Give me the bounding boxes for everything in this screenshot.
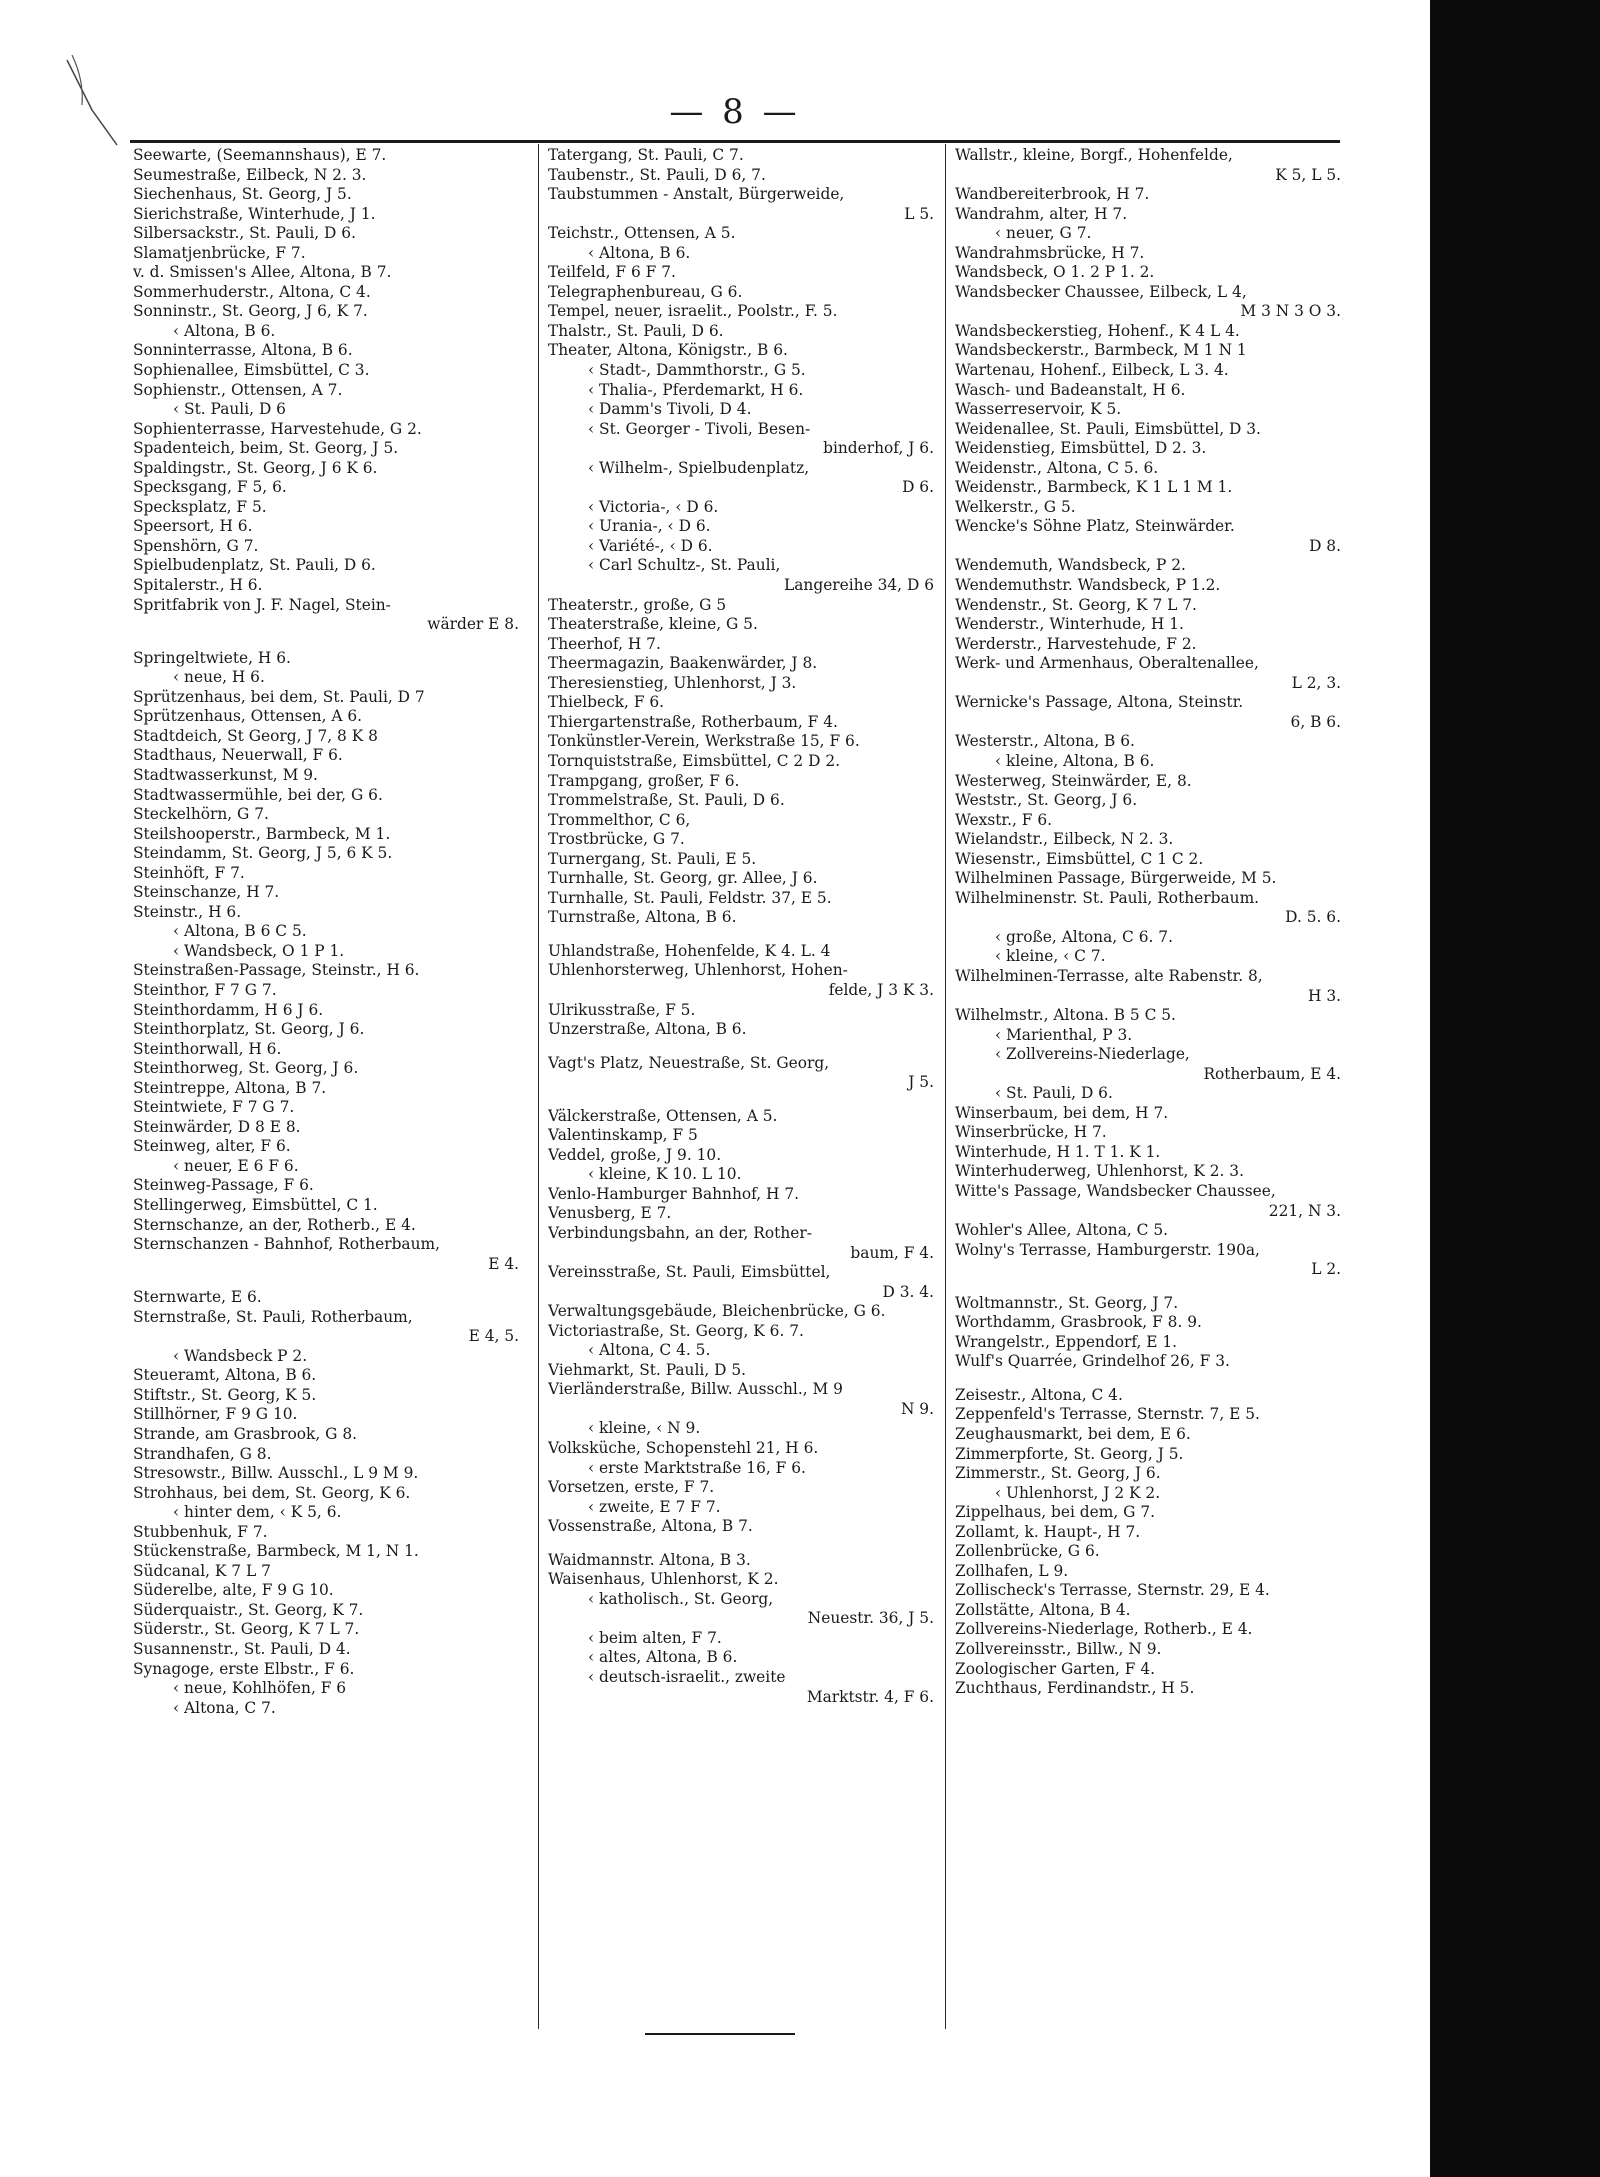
directory-entry: Turnstraße, Altona, B 6. (548, 908, 737, 927)
directory-entry: Weststr., St. Georg, J 6. (955, 791, 1138, 810)
directory-entry: Wilhelminenstr. St. Pauli, Rotherbaum. (955, 888, 1260, 907)
directory-entry: ‹ Urania-, ‹ D 6. (588, 517, 711, 536)
directory-entry: Worthdamm, Grasbrook, F 8. 9. (955, 1313, 1202, 1332)
directory-entry: Trommelstraße, St. Pauli, D 6. (548, 791, 785, 810)
directory-entry: Trommelthor, C 6, (548, 810, 691, 829)
directory-entry: Welkerstr., G 5. (955, 497, 1076, 516)
directory-entry: Werderstr., Harvestehude, F 2. (955, 634, 1197, 653)
directory-entry: Steindamm, St. Georg, J 5, 6 K 5. (133, 844, 393, 863)
directory-entry: Zuchthaus, Ferdinandstr., H 5. (955, 1679, 1195, 1698)
directory-entry: Sophienterrasse, Harvestehude, G 2. (133, 419, 422, 438)
index-column-1 (133, 146, 525, 2069)
directory-entry: Steinweg, alter, F 6. (133, 1137, 291, 1156)
directory-entry: Steinhöft, F 7. (133, 863, 245, 882)
directory-entry: Turnhalle, St. Pauli, Feldstr. 37, E 5. (548, 888, 832, 907)
directory-entry: Victoriastraße, St. Georg, K 6. 7. (548, 1321, 804, 1340)
directory-entry: Wenderstr., Winterhude, H 1. (955, 615, 1184, 634)
directory-entry: Sonninterrasse, Altona, B 6. (133, 341, 353, 360)
directory-entry: Telegraphenbureau, G 6. (548, 282, 743, 301)
directory-entry: Zollenbrücke, G 6. (955, 1542, 1100, 1561)
directory-entry: L 2, 3. (1291, 673, 1341, 692)
directory-entry: Süderstr., St. Georg, K 7 L 7. (133, 1620, 360, 1639)
directory-entry: Stresowstr., Billw. Ausschl., L 9 M 9. (133, 1464, 419, 1483)
directory-entry: Zoologischer Garten, F 4. (955, 1659, 1156, 1678)
directory-entry: Taubenstr., St. Pauli, D 6, 7. (548, 165, 766, 184)
directory-entry: Wasch- und Badeanstalt, H 6. (955, 380, 1186, 399)
directory-entry: Wrangelstr., Eppendorf, E 1. (955, 1332, 1178, 1351)
directory-entry: ‹ St. Pauli, D 6. (995, 1084, 1113, 1103)
directory-entry: Zeisestr., Altona, C 4. (955, 1385, 1123, 1404)
directory-entry: K 5, L 5. (1275, 165, 1341, 184)
column-divider (945, 144, 946, 2029)
directory-entry: Välckerstraße, Ottensen, A 5. (548, 1106, 778, 1125)
directory-entry: ‹ Wilhelm-, Spielbudenplatz, (588, 458, 810, 477)
directory-entry: Südcanal, K 7 L 7 (133, 1561, 271, 1580)
directory-entry: ‹ kleine, ‹ C 7. (995, 947, 1106, 966)
directory-entry: Stillhörner, F 9 G 10. (133, 1405, 298, 1424)
directory-entry: Winterhuderweg, Uhlenhorst, K 2. 3. (955, 1162, 1244, 1181)
directory-entry: ‹ neue, H 6. (173, 668, 265, 687)
directory-entry: D. 5. 6. (1285, 908, 1341, 927)
directory-entry: Seumestraße, Eilbeck, N 2. 3. (133, 165, 367, 184)
directory-entry: Wandrahm, alter, H 7. (955, 204, 1128, 223)
directory-entry: Winserbaum, bei dem, H 7. (955, 1103, 1169, 1122)
directory-entry: Tornquiststraße, Eimsbüttel, C 2 D 2. (548, 751, 841, 770)
directory-entry: Vereinsstraße, St. Pauli, Eimsbüttel, (548, 1263, 831, 1282)
directory-entry: Witte's Passage, Wandsbecker Chaussee, (955, 1181, 1276, 1200)
directory-entry: ‹ neuer, E 6 F 6. (173, 1156, 299, 1175)
directory-entry: Sprützenhaus, bei dem, St. Pauli, D 7 (133, 687, 425, 706)
directory-entry: Zeughausmarkt, bei dem, E 6. (955, 1425, 1191, 1443)
directory-entry: Sommerhuderstr., Altona, C 4. (133, 282, 371, 301)
directory-entry: ‹ kleine, ‹ N 9. (588, 1419, 701, 1438)
directory-entry: Uhlandstraße, Hohenfelde, K 4. L. 4 (548, 941, 831, 960)
directory-entry: Taubstummen - Anstalt, Bürgerweide, (548, 185, 845, 204)
directory-entry: Zimmerstr., St. Georg, J 6. (955, 1464, 1161, 1483)
directory-entry: Zippelhaus, bei dem, G 7. (955, 1503, 1156, 1522)
directory-entry: Wiesenstr., Eimsbüttel, C 1 C 2. (955, 849, 1204, 868)
directory-entry: Sternschanze, an der, Rotherb., E 4. (133, 1215, 416, 1234)
directory-entry: Wilhelmstr., Altona. B 5 C 5. (955, 1006, 1176, 1025)
directory-entry: Wolny's Terrasse, Hamburgerstr. 190a, (955, 1240, 1260, 1259)
directory-entry: Sternstraße, St. Pauli, Rotherbaum, (133, 1307, 413, 1326)
directory-entry: Thiergartenstraße, Rotherbaum, F 4. (548, 712, 838, 731)
pencil-mark-icon (62, 50, 122, 150)
directory-entry: Wasserreservoir, K 5. (955, 400, 1122, 419)
directory-entry: Steintreppe, Altona, B 7. (133, 1078, 327, 1097)
directory-entry: Steinschanze, H 7. (133, 883, 280, 902)
directory-entry: Wielandstr., Eilbeck, N 2. 3. (955, 830, 1174, 849)
directory-entry: Volksküche, Schopenstehl 21, H 6. (548, 1439, 819, 1457)
directory-entry: Zollvereins-Niederlage, Rotherb., E 4. (955, 1620, 1253, 1639)
directory-entry: Wohler's Allee, Altona, C 5. (955, 1221, 1169, 1240)
directory-entry: Steinstraßen-Passage, Steinstr., H 6. (133, 961, 420, 980)
directory-entry: Vierländerstraße, Billw. Ausschl., M 9 (548, 1380, 843, 1399)
directory-entry: Waidmannstr. Altona, B 3. (548, 1550, 751, 1569)
directory-entry: Wandsbeckerstieg, Hohenf., K 4 L 4. (955, 321, 1240, 340)
directory-entry: Tonkünstler-Verein, Werkstraße 15, F 6. (548, 732, 860, 751)
directory-entry: ‹ deutsch-israelit., zweite (588, 1668, 786, 1687)
footer-rule (645, 2033, 795, 2035)
directory-entry: Stiftstr., St. Georg, K 5. (133, 1385, 317, 1404)
directory-entry: ‹ altes, Altona, B 6. (588, 1648, 738, 1667)
directory-entry: Spielbudenplatz, St. Pauli, D 6. (133, 556, 376, 575)
directory-entry: Zollischeck's Terrasse, Sternstr. 29, E 4. (955, 1581, 1270, 1600)
directory-entry: Seewarte, (Seemannshaus), E 7. (133, 146, 387, 164)
directory-entry: Slamatjenbrücke, F 7. (133, 243, 306, 262)
directory-entry: Turnergang, St. Pauli, E 5. (548, 849, 757, 868)
directory-entry: Steckelhörn, G 7. (133, 805, 269, 824)
directory-entry: Spitalerstr., H 6. (133, 576, 263, 595)
directory-entry: Theermagazin, Baakenwärder, J 8. (548, 654, 818, 673)
directory-entry: Steinthorwall, H 6. (133, 1039, 282, 1058)
directory-entry: Theaterstr., große, G 5 (548, 595, 727, 614)
directory-entry: wärder E 8. (427, 615, 519, 634)
scan-dark-edge (1430, 0, 1600, 2177)
directory-entry: Theresienstieg, Uhlenhorst, J 3. (548, 673, 797, 692)
directory-entry: Teilfeld, F 6 F 7. (548, 263, 676, 282)
directory-entry: Veddel, große, J 9. 10. (548, 1145, 722, 1164)
directory-entry: E 4, 5. (468, 1327, 519, 1346)
directory-entry: ‹ Damm's Tivoli, D 4. (588, 400, 752, 419)
directory-entry: Wandbereiterbrook, H 7. (955, 185, 1150, 204)
directory-entry: ‹ große, Altona, C 6. 7. (995, 927, 1173, 946)
directory-entry: Speersort, H 6. (133, 517, 253, 536)
directory-entry: ‹ Altona, C 7. (173, 1698, 276, 1717)
directory-entry: ‹ Marienthal, P 3. (995, 1025, 1133, 1044)
directory-entry: Zollamt, k. Haupt-, H 7. (955, 1522, 1141, 1541)
directory-entry: Wartenau, Hohenf., Eilbeck, L 3. 4. (955, 361, 1229, 380)
directory-entry: Thalstr., St. Pauli, D 6. (548, 321, 724, 340)
directory-entry: Viehmarkt, St. Pauli, D 5. (548, 1360, 747, 1379)
directory-entry: Specksplatz, F 5. (133, 497, 267, 516)
directory-entry: Westerweg, Steinwärder, E, 8. (955, 771, 1192, 790)
directory-entry: Wencke's Söhne Platz, Steinwärder. (955, 517, 1235, 536)
directory-entry: Turnhalle, St. Georg, gr. Allee, J 6. (548, 869, 818, 888)
directory-entry: Spaldingstr., St. Georg, J 6 K 6. (133, 458, 378, 477)
column-divider (538, 144, 539, 2029)
directory-entry: Stückenstraße, Barmbeck, M 1, N 1. (133, 1542, 419, 1561)
directory-entry: H 3. (1308, 986, 1341, 1005)
directory-entry: D 6. (902, 478, 934, 497)
directory-entry: Strande, am Grasbrook, G 8. (133, 1425, 358, 1443)
directory-entry: Steilshooperstr., Barmbeck, M 1. (133, 824, 391, 843)
directory-entry: ‹ Altona, B 6. (173, 321, 276, 340)
directory-entry: Springeltwiete, H 6. (133, 648, 291, 667)
directory-entry: Sonninstr., St. Georg, J 6, K 7. (133, 302, 368, 321)
directory-entry: Spenshörn, G 7. (133, 536, 259, 555)
directory-entry: Westerstr., Altona, B 6. (955, 732, 1135, 751)
directory-entry: ‹ neue, Kohlhöfen, F 6 (173, 1679, 347, 1698)
directory-entry: L 5. (904, 204, 934, 223)
directory-entry: Stubbenhuk, F 7. (133, 1522, 268, 1541)
directory-entry: Stadtwasserkunst, M 9. (133, 765, 318, 784)
directory-entry: ‹ St. Georger - Tivoli, Besen- (588, 419, 811, 438)
directory-entry: Waisenhaus, Uhlenhorst, K 2. (548, 1570, 779, 1589)
directory-entry: Sophienallee, Eimsbüttel, C 3. (133, 361, 370, 380)
directory-entry: Wandsbeckerstr., Barmbeck, M 1 N 1 (955, 341, 1247, 360)
directory-entry: ‹ Altona, B 6 C 5. (173, 922, 307, 941)
directory-entry: Winserbrücke, H 7. (955, 1123, 1107, 1142)
directory-entry: ‹ katholisch., St. Georg, (588, 1589, 774, 1608)
directory-entry: Thielbeck, F 6. (548, 693, 665, 712)
directory-entry: Stadtwassermühle, bei der, G 6. (133, 785, 383, 804)
directory-entry: Süderelbe, alte, F 9 G 10. (133, 1581, 334, 1600)
directory-entry: Theaterstraße, kleine, G 5. (548, 615, 758, 634)
directory-entry: Süderquaistr., St. Georg, K 7. (133, 1600, 364, 1619)
directory-entry: J 5. (908, 1073, 934, 1092)
directory-entry: Wandsbecker Chaussee, Eilbeck, L 4, (955, 282, 1247, 301)
directory-entry: Venusberg, E 7. (548, 1204, 672, 1223)
directory-entry: Wendemuthstr. Wandsbeck, P 1.2. (955, 576, 1221, 595)
directory-entry: ‹ Altona, B 6. (588, 243, 691, 262)
directory-entry: Weidenstr., Barmbeck, K 1 L 1 M 1. (955, 478, 1233, 497)
index-column-3 (955, 146, 1347, 2069)
directory-entry: Zollhafen, L 9. (955, 1561, 1069, 1580)
directory-entry: Sternschanzen - Bahnhof, Rotherbaum, (133, 1235, 441, 1254)
directory-entry: ‹ Wandsbeck P 2. (173, 1346, 308, 1365)
directory-entry: ‹ hinter dem, ‹ K 5, 6. (173, 1503, 342, 1522)
directory-entry: ‹ kleine, Altona, B 6. (995, 751, 1155, 770)
directory-entry: Sternwarte, E 6. (133, 1288, 262, 1307)
directory-entry: ‹ Variété-, ‹ D 6. (588, 536, 713, 555)
directory-entry: Theerhof, H 7. (548, 634, 661, 653)
directory-entry: Valentinskamp, F 5 (548, 1126, 698, 1145)
directory-entry: Ulrikusstraße, F 5. (548, 1000, 696, 1019)
directory-entry: Steueramt, Altona, B 6. (133, 1366, 317, 1385)
directory-entry: felde, J 3 K 3. (828, 980, 934, 999)
directory-entry: Wendemuth, Wandsbeck, P 2. (955, 556, 1186, 575)
directory-entry: Wandsbeck, O 1. 2 P 1. 2. (955, 263, 1155, 282)
directory-entry: ‹ Carl Schultz-, St. Pauli, (588, 556, 781, 575)
directory-entry: L 2. (1311, 1260, 1341, 1279)
directory-entry: Strandhafen, G 8. (133, 1444, 272, 1463)
directory-entry: Steinthorweg, St. Georg, J 6. (133, 1059, 359, 1078)
directory-entry: Stadthaus, Neuerwall, F 6. (133, 746, 343, 765)
directory-entry: ‹ Zollvereins-Niederlage, (995, 1045, 1190, 1064)
directory-entry: Steinthor, F 7 G 7. (133, 980, 277, 999)
directory-entry: Vagt's Platz, Neuestraße, St. Georg, (548, 1053, 830, 1072)
directory-entry: ‹ Uhlenhorst, J 2 K 2. (995, 1483, 1161, 1502)
directory-entry: ‹ Wandsbeck, O 1 P 1. (173, 941, 345, 960)
directory-entry: Steinthordamm, H 6 J 6. (133, 1000, 324, 1019)
directory-entry: Stadtdeich, St Georg, J 7, 8 K 8 (133, 726, 378, 745)
directory-entry: Strohhaus, bei dem, St. Georg, K 6. (133, 1483, 411, 1502)
directory-entry: Neuestr. 36, J 5. (807, 1609, 934, 1628)
directory-entry: ‹ kleine, K 10. L 10. (588, 1165, 742, 1184)
directory-entry: Synagoge, erste Elbstr., F 6. (133, 1659, 355, 1678)
directory-entry: Sprützenhaus, Ottensen, A 6. (133, 707, 363, 726)
directory-entry: Wexstr., F 6. (955, 810, 1053, 829)
directory-entry: Specksgang, F 5, 6. (133, 478, 287, 497)
directory-entry: Verwaltungsgebäude, Bleichenbrücke, G 6. (548, 1302, 886, 1321)
directory-entry: Winterhude, H 1. T 1. K 1. (955, 1142, 1161, 1161)
directory-entry: Zimmerpforte, St. Georg, J 5. (955, 1444, 1184, 1463)
directory-entry: Uhlenhorsterweg, Uhlenhorst, Hohen- (548, 961, 848, 980)
directory-entry: Wandrahmsbrücke, H 7. (955, 243, 1145, 262)
directory-entry: ‹ zweite, E 7 F 7. (588, 1497, 721, 1516)
directory-entry: Zollstätte, Altona, B 4. (955, 1600, 1131, 1619)
directory-entry: Silbersackstr., St. Pauli, D 6. (133, 224, 356, 243)
directory-entry: Weidenallee, St. Pauli, Eimsbüttel, D 3. (955, 419, 1261, 438)
directory-entry: Susannenstr., St. Pauli, D 4. (133, 1640, 351, 1659)
directory-entry: Marktstr. 4, F 6. (806, 1687, 934, 1706)
directory-entry: ‹ St. Pauli, D 6 (173, 400, 286, 419)
directory-entry: 6, B 6. (1290, 712, 1341, 731)
directory-entry: Wilhelminen-Terrasse, alte Rabenstr. 8, (955, 966, 1263, 985)
directory-entry: 221, N 3. (1268, 1201, 1341, 1220)
page-number: — 8 — (669, 92, 801, 132)
directory-entry: Wallstr., kleine, Borgf., Hohenfelde, (955, 146, 1233, 164)
directory-entry: Sierichstraße, Winterhude, J 1. (133, 204, 376, 223)
directory-entry: Spritfabrik von J. F. Nagel, Stein- (133, 595, 391, 614)
directory-entry: ‹ Altona, C 4. 5. (588, 1341, 711, 1360)
directory-entry: Theater, Altona, Königstr., B 6. (548, 341, 788, 360)
directory-entry: Trostbrücke, G 7. (548, 830, 685, 849)
directory-entry: Steinwärder, D 8 E 8. (133, 1117, 301, 1136)
directory-entry: Trampgang, großer, F 6. (548, 771, 740, 790)
directory-entry: D 3. 4. (882, 1282, 934, 1301)
directory-entry: Woltmannstr., St. Georg, J 7. (955, 1293, 1179, 1312)
directory-entry: Unzerstraße, Altona, B 6. (548, 1020, 747, 1039)
directory-entry: Wulf's Quarrée, Grindelhof 26, F 3. (955, 1352, 1230, 1371)
directory-entry: Steintwiete, F 7 G 7. (133, 1098, 295, 1117)
directory-entry: Siechenhaus, St. Georg, J 5. (133, 185, 352, 204)
directory-entry: Wilhelminen Passage, Bürgerweide, M 5. (955, 869, 1277, 888)
directory-entry: ‹ neuer, G 7. (995, 224, 1092, 243)
directory-entry: Steinthorplatz, St. Georg, J 6. (133, 1020, 365, 1039)
directory-entry: Vossenstraße, Altona, B 7. (548, 1517, 753, 1536)
directory-entry: binderhof, J 6. (823, 439, 934, 458)
directory-entry: Vorsetzen, erste, F 7. (548, 1478, 715, 1497)
directory-entry: ‹ Victoria-, ‹ D 6. (588, 497, 719, 516)
directory-entry: D 8. (1309, 536, 1341, 555)
index-column-2 (548, 146, 940, 2069)
directory-entry: baum, F 4. (850, 1243, 934, 1262)
directory-entry: Wendenstr., St. Georg, K 7 L 7. (955, 595, 1197, 614)
directory-entry: Venlo-Hamburger Bahnhof, H 7. (548, 1184, 800, 1203)
directory-entry: Spadenteich, beim, St. Georg, J 5. (133, 439, 399, 458)
directory-entry: E 4. (488, 1254, 519, 1273)
directory-entry: Tempel, neuer, israelit., Poolstr., F. 5. (548, 302, 838, 321)
directory-entry: Werk- und Armenhaus, Oberaltenallee, (955, 654, 1259, 673)
directory-entry: Sophienstr., Ottensen, A 7. (133, 380, 343, 399)
directory-entry: Tatergang, St. Pauli, C 7. (548, 146, 744, 164)
directory-entry: Teichstr., Ottensen, A 5. (548, 224, 736, 243)
directory-entry: Weidenstr., Altona, C 5. 6. (955, 458, 1159, 477)
directory-entry: Wernicke's Passage, Altona, Steinstr. (955, 693, 1244, 712)
directory-entry: ‹ erste Marktstraße 16, F 6. (588, 1458, 806, 1477)
directory-entry: ‹ Stadt-, Dammthorstr., G 5. (588, 361, 806, 380)
directory-entry: Verbindungsbahn, an der, Rother- (548, 1223, 812, 1242)
directory-entry: Steinweg-Passage, F 6. (133, 1176, 314, 1195)
directory-entry: Stellingerweg, Eimsbüttel, C 1. (133, 1195, 378, 1214)
directory-entry: Langereihe 34, D 6 (784, 576, 934, 595)
directory-entry: M 3 N 3 O 3. (1240, 302, 1341, 321)
directory-entry: Zeppenfeld's Terrasse, Sternstr. 7, E 5. (955, 1405, 1260, 1424)
directory-entry: Steinstr., H 6. (133, 902, 242, 921)
directory-entry: N 9. (900, 1399, 934, 1418)
header-rule (130, 140, 1340, 143)
directory-entry: Weidenstieg, Eimsbüttel, D 2. 3. (955, 439, 1207, 458)
directory-entry: Zollvereinsstr., Billw., N 9. (955, 1640, 1162, 1659)
directory-entry: ‹ beim alten, F 7. (588, 1628, 722, 1647)
directory-entry: v. d. Smissen's Allee, Altona, B 7. (133, 263, 392, 282)
directory-entry: ‹ Thalia-, Pferdemarkt, H 6. (588, 380, 804, 399)
directory-entry: Rotherbaum, E 4. (1203, 1064, 1341, 1083)
